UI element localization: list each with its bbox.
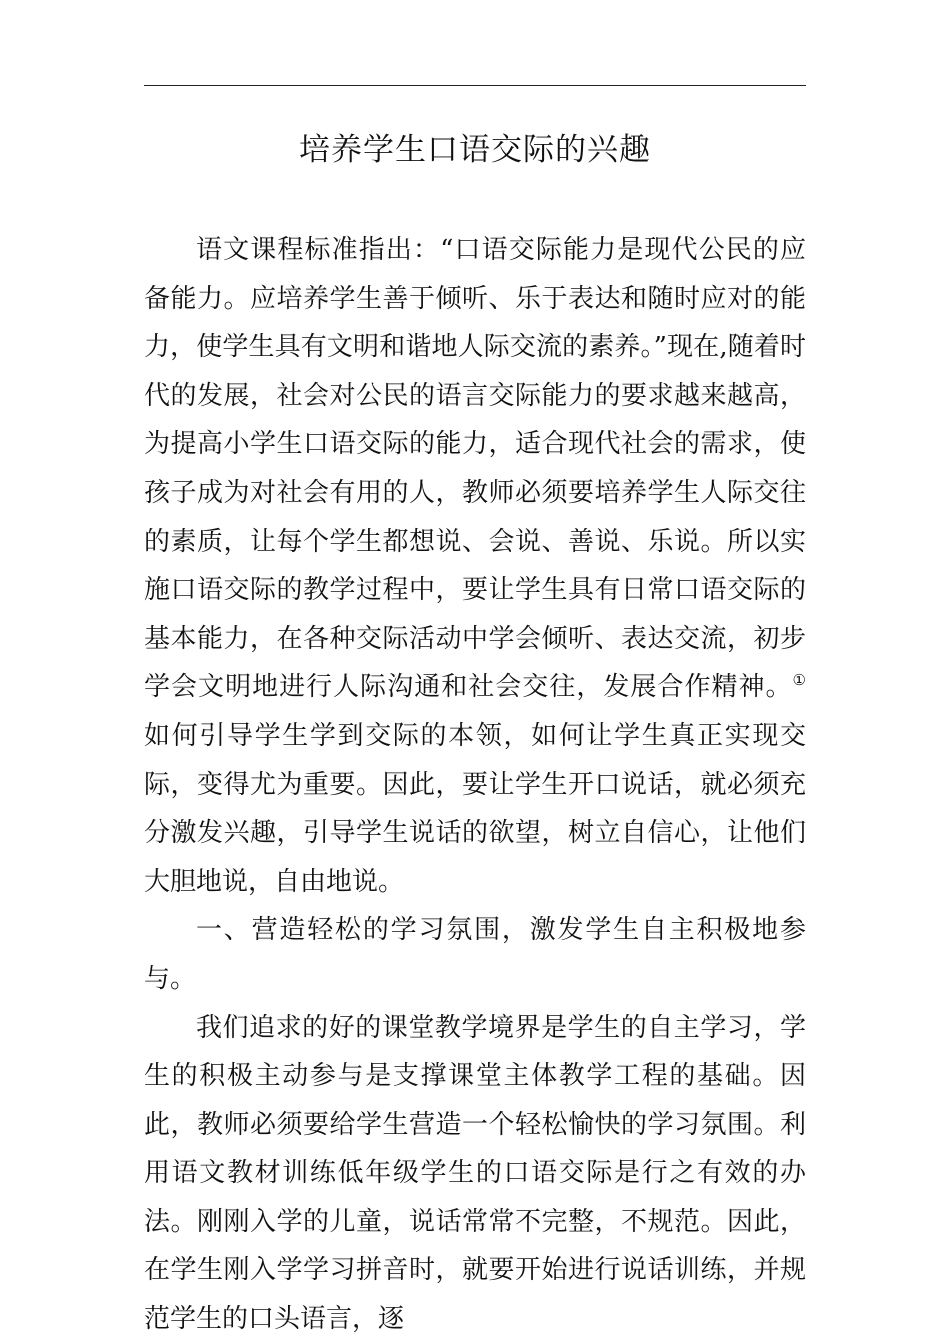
footnote-marker: ①: [792, 671, 806, 690]
document-body: [144, 226, 806, 1344]
header-rule: [144, 85, 806, 86]
paragraph-intro-text-after: 如何引导学生学到交际的本领，如何让学生真正实现交际，变得尤为重要。因此，要让学生开口说话，就必须充分激发兴趣，引导学生说话的欲望，树立自信心，让他们大胆地说，自由地说。: [144, 720, 806, 897]
paragraph-intro: [144, 226, 806, 906]
paragraph-intro-text-before: 语文课程标准指出：“口语交际能力是现代公民的应备能力。应培养学生善于倾听、乐于表达和随时应对的能力，使学生具有文明和谐地人际交流的素养。”现在,随着时代的发展，社会对公民的语言交际能力的要求越来越高，为提高小学生口语交际的能力，适合现代社会的需求，使孩子成为对社会有用的人，教师必须要培养学生人际交往的素质，让每个学生都想说、会说、善说、乐说。所以实施口语交际的教学过程中，要让学生具有日常口语交际的基本能力，在各种交际活动中学会倾听、表达交流，初步学会文明地进行人际沟通和社会交往，发展合作精神。: [144, 235, 806, 703]
section-heading-1: 一、营造轻松的学习氛围，激发学生自主积极地参与。: [144, 915, 806, 994]
document-title: 培养学生口语交际的兴趣: [299, 132, 651, 168]
paragraph-section-1: 我们追求的好的课堂教学境界是学生的自主学习，学生的积极主动参与是支撑课堂主体教学工程的基础。因此，教师必须要给学生营造一个轻松愉快的学习氛围。利用语文教材训练低年级学生的口语交际是行之有效的办法。刚刚入学的儿童，说话常常不完整，不规范。因此，在学生刚入学学习拼音时，就要开始进行说话训练，并规范学生的口头语言，逐: [144, 1012, 806, 1335]
